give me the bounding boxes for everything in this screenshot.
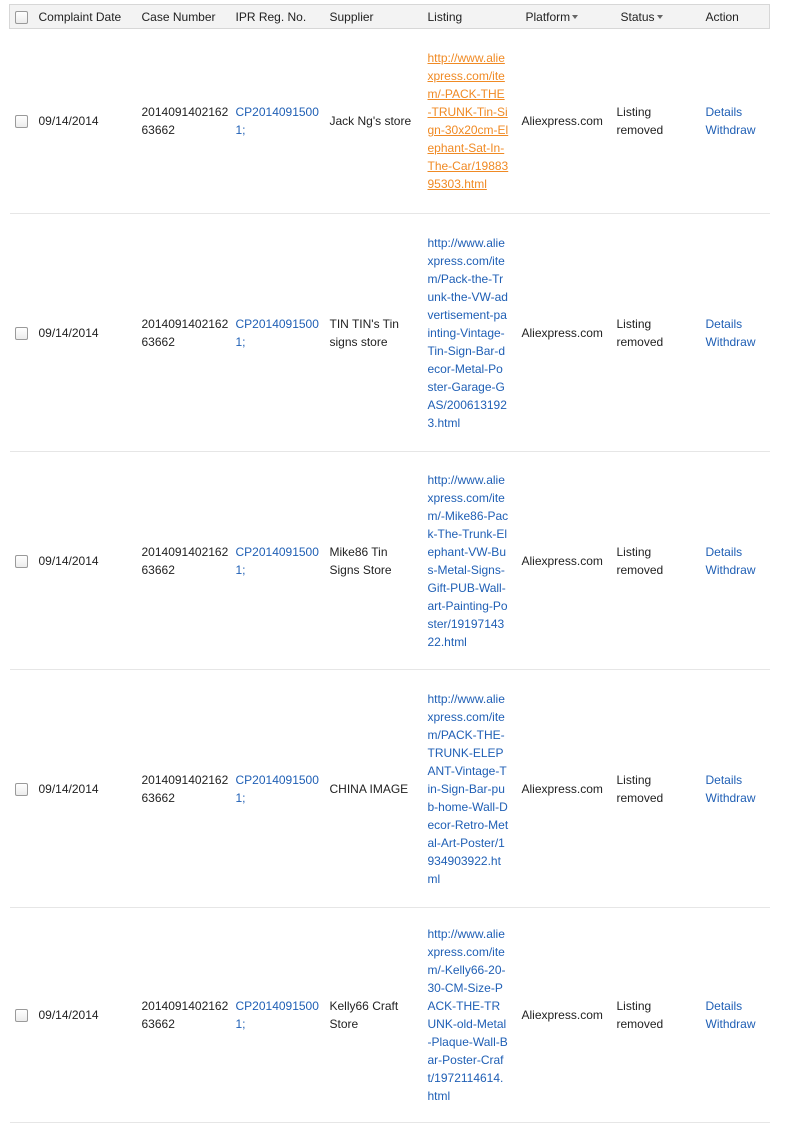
row-checkbox[interactable]	[15, 1009, 28, 1022]
ipr-reg-no-link[interactable]: CP20140915001;	[235, 316, 319, 349]
complaint-date-cell	[33, 29, 137, 214]
withdraw-link[interactable]: Withdraw	[705, 562, 756, 577]
listing-link[interactable]: http://www.aliexpress.com/item/-PACK-THE-TRUNK-Tin-Sign-30x20cm-Elephant-Sat-In-The-Car/1988395303.html	[427, 51, 509, 191]
withdraw-link[interactable]: Withdraw	[705, 334, 756, 349]
platform-cell	[513, 214, 608, 452]
supplier-header-label: Supplier	[329, 9, 374, 24]
case-number-cell	[137, 670, 231, 908]
status-text: Listing removed	[616, 772, 664, 805]
caret-down-icon	[572, 15, 578, 19]
supplier-name: Jack Ng's store	[329, 114, 412, 128]
platform-name: Aliexpress.com	[521, 114, 603, 128]
complaint-date: 09/14/2014	[38, 114, 99, 128]
row-select-cell	[10, 670, 33, 908]
complaint-date-cell	[33, 908, 137, 1123]
complaint-date: 09/14/2014	[38, 1008, 99, 1022]
status-text: Listing removed	[616, 105, 664, 137]
supplier-cell	[325, 452, 419, 670]
supplier-name: Mike86 Tin Signs Store	[329, 544, 392, 577]
ipr-reg-no-cell	[231, 452, 325, 670]
listing-link[interactable]: http://www.aliexpress.com/item/-Kelly66-20-30-CM-Size-PACK-THE-TRUNK-old-Metal-Plaque-Wall-Bar-Poster-Craft/1972114614.html	[427, 927, 508, 1103]
details-link[interactable]: Details	[705, 999, 743, 1013]
listing-link[interactable]: http://www.aliexpress.com/item/Pack-the-Trunk-the-VW-advertisement-painting-Vintage-Tin-Sign-Bar-decor-Metal-Poster-Garage-GAS/2006131923.html	[427, 235, 508, 430]
case-number-cell	[137, 908, 231, 1123]
supplier-cell	[325, 908, 419, 1123]
supplier-cell	[325, 214, 419, 452]
table-row	[10, 908, 770, 1123]
case-number: 201409140216263662	[141, 772, 229, 805]
ipr-reg-no-link[interactable]: CP20140915001;	[235, 544, 319, 577]
ipr-reg-no-cell	[231, 670, 325, 908]
supplier-name: Kelly66 Craft Store	[329, 999, 399, 1031]
details-link[interactable]: Details	[705, 105, 743, 119]
ipr-reg-no-link[interactable]: CP20140915001;	[235, 772, 319, 805]
platform-name: Aliexpress.com	[521, 781, 603, 796]
platform-cell	[513, 452, 608, 670]
header-listing	[419, 5, 513, 29]
ipr-reg-no-header-label: IPR Reg. No.	[235, 9, 307, 24]
ipr-reg-no-cell	[231, 908, 325, 1123]
header-ipr-reg-no	[231, 5, 325, 29]
complaint-date-cell	[33, 670, 137, 908]
row-checkbox[interactable]	[15, 115, 28, 128]
case-number: 201409140216263662	[141, 316, 229, 349]
action-cell	[698, 670, 770, 908]
supplier-name: CHINA IMAGE	[329, 781, 409, 796]
platform-cell	[513, 908, 608, 1123]
case-number: 201409140216263662	[141, 105, 229, 137]
header-status[interactable]	[608, 5, 698, 29]
complaint-date-cell	[33, 214, 137, 452]
ipr-reg-no-link[interactable]: CP20140915001;	[235, 999, 319, 1031]
withdraw-link[interactable]: Withdraw	[705, 123, 756, 137]
row-checkbox[interactable]	[15, 555, 28, 568]
row-checkbox[interactable]	[15, 783, 28, 796]
case-number-header-label: Case Number	[141, 9, 216, 24]
complaint-date: 09/14/2014	[38, 553, 99, 568]
header-case-number	[137, 5, 231, 29]
platform-name: Aliexpress.com	[521, 325, 603, 340]
platform-cell	[513, 29, 608, 214]
listing-cell	[419, 29, 513, 214]
row-select-cell	[10, 214, 33, 452]
complaint-date: 09/14/2014	[38, 325, 99, 340]
status-header-label: Status	[620, 9, 655, 24]
platform-name: Aliexpress.com	[521, 1008, 603, 1022]
complaint-date-header-label: Complaint Date	[38, 9, 122, 24]
table-row	[10, 670, 770, 908]
platform-header-label: Platform	[525, 9, 571, 24]
status-cell	[608, 452, 698, 670]
table-row	[10, 214, 770, 452]
listing-cell	[419, 452, 513, 670]
listing-link[interactable]: http://www.aliexpress.com/item/PACK-THE-TRUNK-ELEPANT-Vintage-Tin-Sign-Bar-pub-home-Wall-Decor-Retro-Metal-Art-Poster/1934903922.html	[427, 691, 509, 886]
listing-cell	[419, 214, 513, 452]
row-checkbox[interactable]	[15, 327, 28, 340]
case-number-cell	[137, 29, 231, 214]
status-cell	[608, 908, 698, 1123]
header-select-all-cell	[10, 5, 33, 29]
row-select-cell	[10, 908, 33, 1123]
case-number-cell	[137, 214, 231, 452]
platform-name: Aliexpress.com	[521, 553, 603, 568]
status-text: Listing removed	[616, 316, 664, 349]
listing-link[interactable]: http://www.aliexpress.com/item/-Mike86-Pack-The-Trunk-Elephant-VW-Bus-Metal-Signs-Gift-PUB-Wall-art-Painting-Poster/1919714322.html	[427, 472, 509, 649]
details-link[interactable]: Details	[705, 316, 743, 331]
listing-cell	[419, 908, 513, 1123]
case-number: 201409140216263662	[141, 999, 229, 1031]
action-cell	[698, 29, 770, 214]
complaint-date: 09/14/2014	[38, 781, 99, 796]
table-row	[10, 452, 770, 670]
ipr-reg-no-cell	[231, 29, 325, 214]
table-header-row	[10, 5, 770, 29]
action-cell	[698, 452, 770, 670]
supplier-cell	[325, 670, 419, 908]
header-action	[698, 5, 770, 29]
select-all-checkbox[interactable]	[15, 11, 28, 24]
status-cell	[608, 670, 698, 908]
supplier-name: TIN TIN's Tin signs store	[329, 316, 399, 349]
listing-header-label: Listing	[427, 9, 463, 24]
details-link[interactable]: Details	[705, 544, 743, 559]
case-number-cell	[137, 452, 231, 670]
header-complaint-date	[33, 5, 137, 29]
action-cell	[698, 908, 770, 1123]
complaints-table	[9, 4, 770, 1123]
listing-cell	[419, 670, 513, 908]
status-text: Listing removed	[616, 544, 664, 577]
complaints-table-container	[9, 4, 769, 1123]
case-number: 201409140216263662	[141, 544, 229, 577]
header-supplier	[325, 5, 419, 29]
action-cell	[698, 214, 770, 452]
status-text: Listing removed	[616, 999, 664, 1031]
withdraw-link[interactable]: Withdraw	[705, 1017, 756, 1031]
ipr-reg-no-cell	[231, 214, 325, 452]
status-cell	[608, 214, 698, 452]
table-row	[10, 29, 770, 214]
ipr-reg-no-link[interactable]: CP20140915001;	[235, 105, 319, 137]
row-select-cell	[10, 29, 33, 214]
status-cell	[608, 29, 698, 214]
details-link[interactable]: Details	[705, 772, 743, 787]
caret-down-icon	[657, 15, 663, 19]
action-header-label: Action	[705, 9, 739, 24]
row-select-cell	[10, 452, 33, 670]
platform-cell	[513, 670, 608, 908]
supplier-cell	[325, 29, 419, 214]
header-platform[interactable]	[513, 5, 608, 29]
complaint-date-cell	[33, 452, 137, 670]
withdraw-link[interactable]: Withdraw	[705, 790, 756, 805]
